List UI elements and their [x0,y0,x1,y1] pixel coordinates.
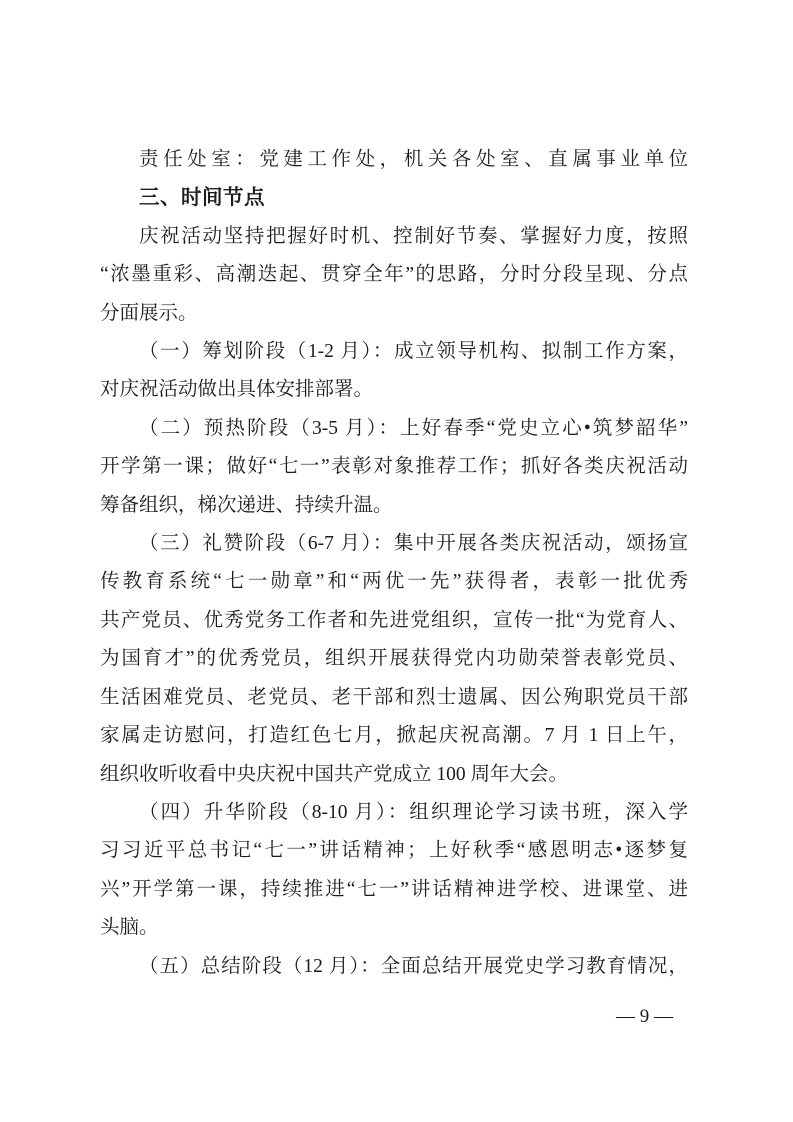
text-line: 为国育才”的优秀党员，组织开展获得党内功勋荣誉表彰党员、 [100,648,688,670]
text-line: （二）预热阶段（3-5 月）：上好春季“党史立心•筑梦韶华” [139,417,688,439]
text-line: 责任处室：党建工作处，机关各处室、直属事业单位 [139,149,688,170]
text-line: （五）总结阶段（12 月）：全面总结开展党史学习教育情况， [139,955,688,977]
text-line: 习习近平总书记“七一”讲话精神；上好秋季“感恩明志•逐梦复 [100,840,688,862]
paragraph [100,794,688,948]
text-line: （三）礼赞阶段（6-7 月）：集中开展各类庆祝活动，颂扬宣 [139,533,688,555]
text-line: 开学第一课；做好“七一”表彰对象推荐工作；抓好各类庆祝活动 [100,456,688,478]
text-line: 传教育系统“七一勋章”和“两优一先”获得者，表彰一批优秀 [100,571,688,593]
text-line: 庆祝活动坚持把握好时机、控制好节奏、掌握好力度，按照 [139,225,688,247]
section-heading [100,179,688,217]
paragraph [100,218,688,333]
text-line: 家属走访慰问，打造红色七月，掀起庆祝高潮。7 月 1 日上午， [100,725,688,747]
text-line: 生活困难党员、老党员、老干部和烈士遗属、因公殉职党员干部 [100,686,688,708]
text-line: 兴”开学第一课，持续推进“七一”讲话精神进学校、进课堂、进 [100,878,688,900]
text-line: （四）升华阶段（8-10 月）：组织理论学习读书班，深入学 [139,801,688,823]
text-line: 三、时间节点 [139,186,265,210]
text-line: （一）筹划阶段（1-2 月）：成立领导机构、拟制工作方案， [139,341,688,363]
text-line: 对庆祝活动做出具体安排部署。 [100,379,374,401]
paragraph [100,410,688,525]
page-number: — 9 — [616,1006,673,1027]
paragraph [100,141,688,179]
document-body [100,141,688,986]
paragraph [100,525,688,794]
paragraph [100,948,688,986]
text-line: 头脑。 [100,917,159,939]
text-line: 筹备组织，梯次递进、持续升温。 [100,494,393,516]
text-line: 共产党员、优秀党务工作者和先进党组织，宣传一批“为党育人、 [100,609,688,631]
paragraph [100,333,688,410]
text-line: 组织收听收看中央庆祝中国共产党成立 100 周年大会。 [100,763,569,785]
text-line: “浓墨重彩、高潮迭起、贯穿全年”的思路，分时分段呈现、分点 [100,264,688,286]
text-line: 分面展示。 [100,302,198,324]
